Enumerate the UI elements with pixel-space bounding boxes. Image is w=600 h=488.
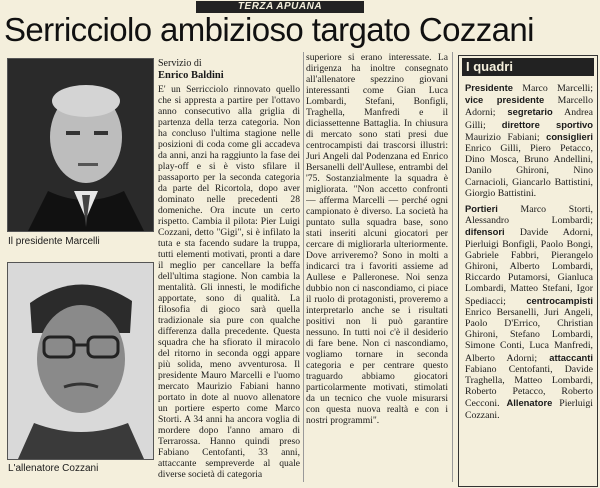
value-portieri: Marco Storti, Alessandro Lombardi; [465, 204, 593, 227]
byline-service: Servizio di [158, 58, 202, 69]
column-divider-2 [452, 52, 453, 482]
label-attaccanti: attaccanti [549, 351, 594, 363]
label-vice: vice presidente [465, 94, 545, 106]
label-portieri: Portieri [465, 203, 498, 215]
value-attaccanti: Fabiano Centofanti, Davide Traghella, Matteo Lombardi, Roberto Petacco, Roberto Cecconi. [465, 363, 593, 410]
value-centrocampisti: Enrico Bersanelli, Juri Angeli, Paolo D'Errico, Christian Ghironi, Stefano Lombardi, Simone Conti, Luca Manfredi, Alberto Adorni; [465, 306, 593, 364]
coach-caption: L'allenatore Cozzani [8, 463, 99, 474]
label-presidente: Presidente [465, 82, 513, 93]
label-direttore: direttore sportivo [501, 118, 593, 130]
article-body-part-1: E' un Serricciolo rinnovato quello che si appresta a partire per l'ottavo anno consecutivo alla griglia di partenza della terza categoria. Non ha concluso l'ultima stagione nelle posizioni di coda come gli accadeva da anni, anzi ha raggiunto la fase dei play-off e si è visto sfilare il passaporto per la seconda categoria da parte del Ricortola, dopo aver dominato nelle precedenti 28 domeniche. Ora incute un certo rispetto. Cambia il pilota: Pier Luigi Cozzani, detto "Gigi", si è infilato la tuta e sta facendo sudare la truppa, tutti elementi motivati, pronti a dare il meglio per cancellare la beffa dell'ultima stagione. Non cambia la mentalità. Gli innesti, le modifiche apportate, sono di qualità. La filosofia di gioco sarà quella tradizionale sia pure con qualche differenza dalla precedente. Questa squadra che ha sfiorato il miracolo del ritorno in seconda oggi appare più solida, meno avventurosa. Il presidente Mauro Marcelli e l'uomo mercato Maurizio Fabiani hanno portato in dote al nuovo allenatore un portiere esperto come Marco Storti. A 34 anni ha ancora voglia di mordere dopo l'anno amaro di Terrarossa. Hanno quindi preso Fabiano Centofanti, 33 anni, attaccante sempreverde al quale diverse società di categoria [158, 84, 300, 480]
label-allenatore: Allenatore [506, 397, 553, 409]
coach-portrait-image [8, 263, 153, 459]
label-difensori: difensori [465, 226, 505, 238]
article-body-part-2: superiore si erano interessate. La dirigenza ha inoltre consegnato all'allenatore spezzino giovani interessanti come Gian Luca Lombardi, Stefani, Bonfigli, Traghella, Manfredi e il diciassettenne Battaglia. In chiusura di mercato sono stati presi due centrocampisti dai trascorsi illustri: Juri Angeli dal Podenzana ed Enrico Bersanelli dell'Aullese, entrambi del '75. Sostanzialmente la squadra è migliorata. "Non accetto confronti — afferma Marcelli — perché ogni campionato è diverso. La società ha puntato sulla squadra base, sono stati inseriti alcuni giocatori per cercare di migliorarla ulteriormente. Dove arriveremo? Sono in molti a indicarci tra i favoriti assieme ad Aullese e Palleronese. Noi senza dubbio non ci nascondiamo, ci piace il ruolo di protagonisti, proveremo a interpretarlo anche se i risultati positivi non li può garantire nessuno. In tutti noi c'è il desiderio di fare bene. Non ci nascondiamo, vogliamo tornare in seconda categoria e per centrare questo traguardo abbiamo giocatori particolarmente motivati, stimolati da un tecnico che vuole misurarsi con questa nuova realtà e con i nostri programmi". [306, 52, 448, 426]
value-vice: Marcello Adorni; [465, 95, 593, 119]
label-segretario: segretario [507, 106, 553, 118]
coach-photo [7, 262, 154, 460]
byline-author: Enrico Baldini [158, 70, 224, 81]
label-consiglieri: consiglieri [546, 130, 593, 142]
value-segretario: Andrea Gilli; [465, 107, 593, 131]
value-direttore: Maurizio Fabiani; [465, 131, 540, 143]
value-allenatore: Pierluigi Cozzani. [465, 398, 594, 421]
value-presidente: Marco Marcelli; [522, 83, 593, 94]
roster-box-title: I quadri [462, 58, 594, 76]
president-photo [7, 58, 154, 232]
label-centrocampisti: centrocampisti [526, 294, 593, 306]
president-caption: Il presidente Marcelli [8, 236, 100, 247]
roster-box-text [465, 82, 593, 425]
article-column-2 [306, 52, 448, 486]
section-kicker: TERZA APUANA [196, 1, 364, 13]
article-column-1 [158, 58, 300, 486]
team-roster-box [458, 55, 598, 487]
value-difensori: Davide Adorni, Pierluigi Bonfigli, Paolo Bongi, Gabriele Fabbri, Pierangelo Ghironi, Alberto Lombardi, Riccardo Putamorsi, Gianluca Lombardi, Matteo Stefani, Igor Spediacci; [465, 227, 594, 307]
president-portrait-image [8, 59, 153, 231]
value-consiglieri: Enrico Gilli, Piero Petacco, Dino Mosca, Bruno Andellini, Danilo Ghironi, Nino Carnacioli, Giancarlo Battistini, Giorgio Battistini. [465, 143, 593, 199]
headline: Serricciolo ambizioso targato Cozzani [4, 11, 534, 48]
column-divider [303, 52, 304, 482]
